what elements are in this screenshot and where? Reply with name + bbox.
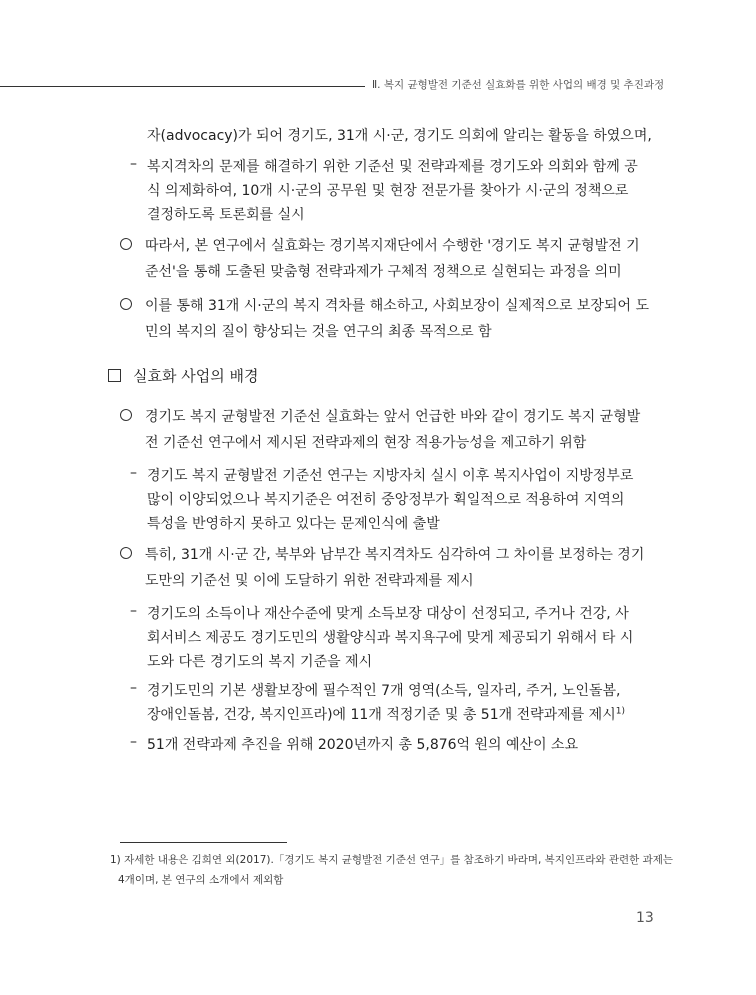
circle-bullet-icon (120, 547, 132, 559)
body-line: 결정하도록 토론회를 실시 (147, 207, 305, 223)
circle-bullet-icon (120, 238, 132, 250)
dash-marker: – (130, 465, 137, 481)
body-line: 회서비스 제공도 경기도민의 생활양식과 복지욕구에 맞게 제공되기 위해서 타 시 (147, 630, 634, 646)
body-line: 도만의 기준선 및 이에 도달하기 위한 전략과제를 제시 (145, 573, 474, 589)
dash-marker: – (130, 680, 137, 696)
body-line: 경기도 복지 균형발전 기준선 실효화는 앞서 언급한 바와 같이 경기도 복지 균형발 (145, 409, 641, 425)
footnote-line: 1) 자세한 내용은 김희연 외(2017).「경기도 복지 균형발전 기준선 연구」를 참조하기 바라며, 복지인프라와 관련한 과제는 (110, 854, 674, 866)
body-line: 경기도민의 기본 생활보장에 필수적인 7개 영역(소득, 일자리, 주거, 노인돌봄, (147, 683, 621, 699)
body-line: 이를 통해 31개 시·군의 복지 격차를 해소하고, 사회보장이 실제적으로 보장되어 도 (145, 298, 649, 314)
page-number: 13 (636, 910, 654, 926)
body-line: 자(advocacy)가 되어 경기도, 31개 시·군, 경기도 의회에 알리는 활동을 하였으며, (147, 128, 652, 144)
body-line: 식 의제화하여, 10개 시·군의 공무원 및 현장 전문가를 찾아가 시·군의 정책으로 (147, 183, 629, 199)
dash-marker: – (130, 156, 137, 172)
header-rule (0, 86, 365, 87)
circle-bullet-icon (120, 409, 132, 421)
body-line: 경기도의 소득이나 재산수준에 맞게 소득보장 대상이 선정되고, 주거나 건강, 사 (147, 606, 629, 622)
circle-bullet-icon (120, 298, 132, 310)
body-line: 경기도 복지 균형발전 기준선 연구는 지방자치 실시 이후 복지사업이 지방정부로 (147, 468, 634, 484)
body-line: 전 기준선 연구에서 제시된 전략과제의 현장 적용가능성을 제고하기 위함 (145, 435, 587, 451)
footnote-line: 4개이며, 본 연구의 소개에서 제외함 (118, 874, 284, 886)
footnote-ref: 1) (615, 706, 625, 717)
dash-marker: – (130, 734, 137, 750)
running-header: Ⅱ. 복지 균형발전 기준선 실효화를 위한 사업의 배경 및 추진과정 (372, 79, 665, 91)
footnote-rule (120, 842, 287, 843)
body-line: 따라서, 본 연구에서 실효화는 경기복지재단에서 수행한 '경기도 복지 균형발전 기 (145, 238, 640, 254)
body-line: 특히, 31개 시·군 간, 북부와 남부간 복지격차도 심각하여 그 차이를 보정하는 경기 (145, 547, 645, 563)
body-line-text: 장애인돌봄, 건강, 복지인프라)에 11개 적정기준 및 총 51개 전략과제를 제시 (147, 707, 616, 723)
section-title: 실효화 사업의 배경 (133, 367, 259, 385)
body-line: 특성을 반영하지 못하고 있다는 문제인식에 출발 (147, 516, 440, 532)
body-line: 준선'을 통해 도출된 맞춤형 전략과제가 구체적 정책으로 실현되는 과정을 의미 (145, 264, 622, 280)
body-line: 많이 이양되었으나 복지기준은 여전히 중앙정부가 획일적으로 적용하여 지역의 (147, 492, 625, 508)
dash-marker: – (130, 603, 137, 619)
body-line: 도와 다른 경기도의 복지 기준을 제시 (147, 654, 373, 670)
square-bullet-icon (108, 369, 121, 382)
body-line (147, 704, 625, 724)
body-line: 민의 복지의 질이 향상되는 것을 연구의 최종 목적으로 함 (145, 324, 492, 340)
body-line: 51개 전략과제 추진을 위해 2020년까지 총 5,876억 원의 예산이 소요 (147, 737, 579, 753)
body-line: 복지격차의 문제를 해결하기 위한 기준선 및 전략과제를 경기도와 의회와 함께 공 (147, 159, 638, 175)
